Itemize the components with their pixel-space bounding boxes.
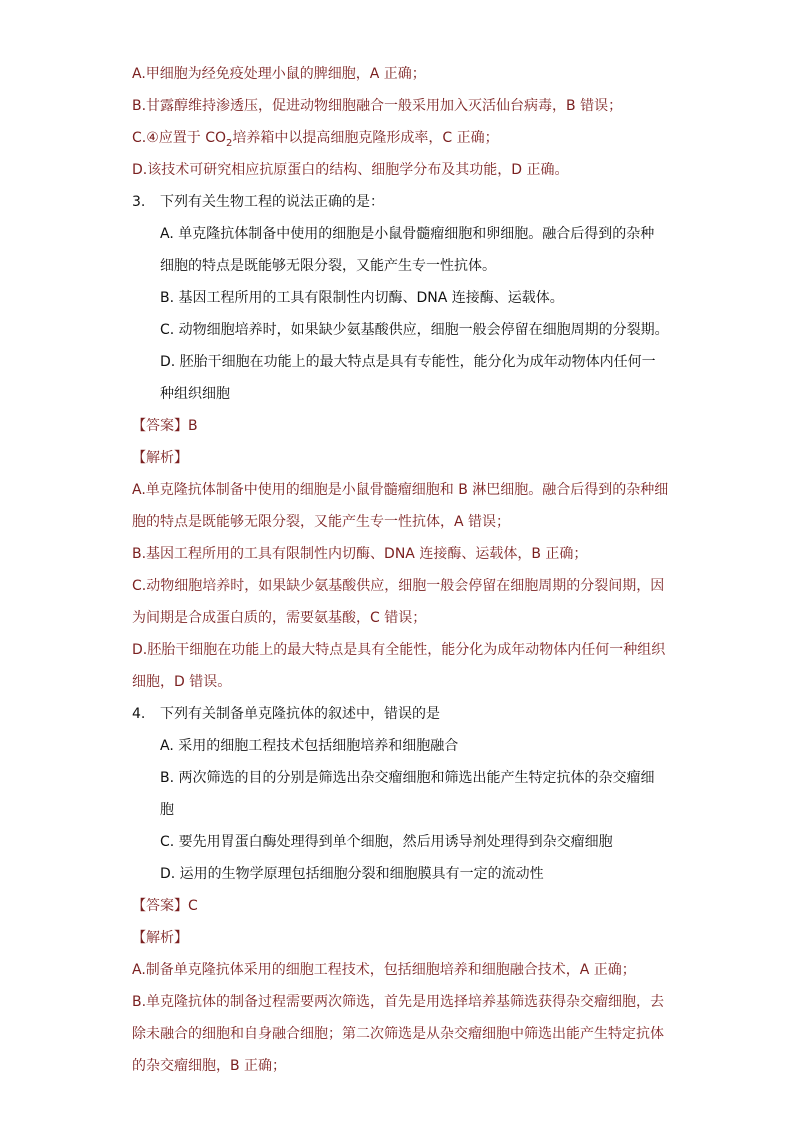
q4-number: 4. <box>132 706 146 722</box>
q3-option-a-line1: A. 单克隆抗体制备中使用的细胞是小鼠骨髓瘤细胞和卵细胞。融合后得到的杂种 <box>160 226 655 242</box>
q3-option-a-line2: 细胞的特点是既能够无限分裂，又能产生专一性抗体。 <box>160 258 496 274</box>
q3-analysis-line: 细胞，D 错误。 <box>132 674 232 690</box>
prev-analysis-a: A.甲细胞为经免疫处理小鼠的脾细胞，A 正确； <box>132 66 426 82</box>
q4-analysis-line: 的杂交瘤细胞，B 正确； <box>132 1058 287 1074</box>
q3-stem: 下列有关生物工程的说法正确的是： <box>160 194 384 210</box>
q3-answer: 【答案】B <box>132 418 198 434</box>
q3-analysis-line: A.单克隆抗体制备中使用的细胞是小鼠骨髓瘤细胞和 B 淋巴细胞。融合后得到的杂种细 <box>132 482 669 498</box>
q3-number: 3. <box>132 194 146 210</box>
q3-analysis-line: 胞的特点是既能够无限分裂，又能产生专一性抗体，A 错误； <box>132 514 511 530</box>
q3-analysis-line: 为间期是合成蛋白质的，需要氨基酸，C 错误； <box>132 610 427 626</box>
q4-option-b-line1: B. 两次筛选的目的分别是筛选出杂交瘤细胞和筛选出能产生特定抗体的杂交瘤细 <box>160 770 655 786</box>
q4-analysis-line: A.制备单克隆抗体采用的细胞工程技术，包括细胞培养和细胞融合技术，A 正确； <box>132 962 636 978</box>
q4-answer: 【答案】C <box>132 898 198 914</box>
prev-analysis-b: B.甘露醇维持渗透压，促进动物细胞融合一般采用加入灭活仙台病毒，B 错误； <box>132 98 623 114</box>
q3-analysis-line: D.胚胎干细胞在功能上的最大特点是具有全能性，能分化为成年动物体内任何一种组织 <box>132 642 666 658</box>
q4-analysis-label: 【解析】 <box>132 930 188 946</box>
q4-analysis-line: 除未融合的细胞和自身融合细胞；第二次筛选是从杂交瘤细胞中筛选出能产生特定抗体 <box>132 1026 664 1042</box>
q4-analysis-line: B.单克隆抗体的制备过程需要两次筛选，首先是用选择培养基筛选获得杂交瘤细胞，去 <box>132 994 665 1010</box>
q3-analysis-label: 【解析】 <box>132 450 188 466</box>
prev-analysis-c <box>132 128 499 148</box>
q3-analysis-line: C.动物细胞培养时，如果缺少氨基酸供应，细胞一般会停留在细胞周期的分裂间期，因 <box>132 578 665 594</box>
q3-option-d-line1: D. 胚胎干细胞在功能上的最大特点是具有专能性，能分化为成年动物体内任何一 <box>160 354 656 370</box>
q4-stem: 下列有关制备单克隆抗体的叙述中，错误的是 <box>160 706 440 722</box>
q4-option-b-line2: 胞 <box>160 802 174 818</box>
q4-option-a: A. 采用的细胞工程技术包括细胞培养和细胞融合 <box>160 738 459 754</box>
q3-analysis-line: B.基因工程所用的工具有限制性内切酶、DNA 连接酶、运载体，B 正确； <box>132 546 588 562</box>
q3-option-c: C. 动物细胞培养时，如果缺少氨基酸供应，细胞一般会停留在细胞周期的分裂期。 <box>160 322 669 338</box>
prev-analysis-d: D.该技术可研究相应抗原蛋白的结构、细胞学分布及其功能，D 正确。 <box>132 162 569 178</box>
q4-option-d: D. 运用的生物学原理包括细胞分裂和细胞膜具有一定的流动性 <box>160 866 544 882</box>
q4-option-c: C. 要先用胃蛋白酶处理得到单个细胞，然后用诱导剂处理得到杂交瘤细胞 <box>160 834 613 850</box>
prev-analysis-c-pre: C.④应置于 CO <box>132 130 227 146</box>
prev-analysis-c-sub: 2 <box>226 137 233 149</box>
q3-option-b: B. 基因工程所用的工具有限制性内切酶、DNA 连接酶、运载体。 <box>160 290 564 306</box>
prev-analysis-c-post: 培养箱中以提高细胞克隆形成率，C 正确； <box>232 130 499 146</box>
q3-option-d-line2: 种组织细胞 <box>160 386 230 402</box>
